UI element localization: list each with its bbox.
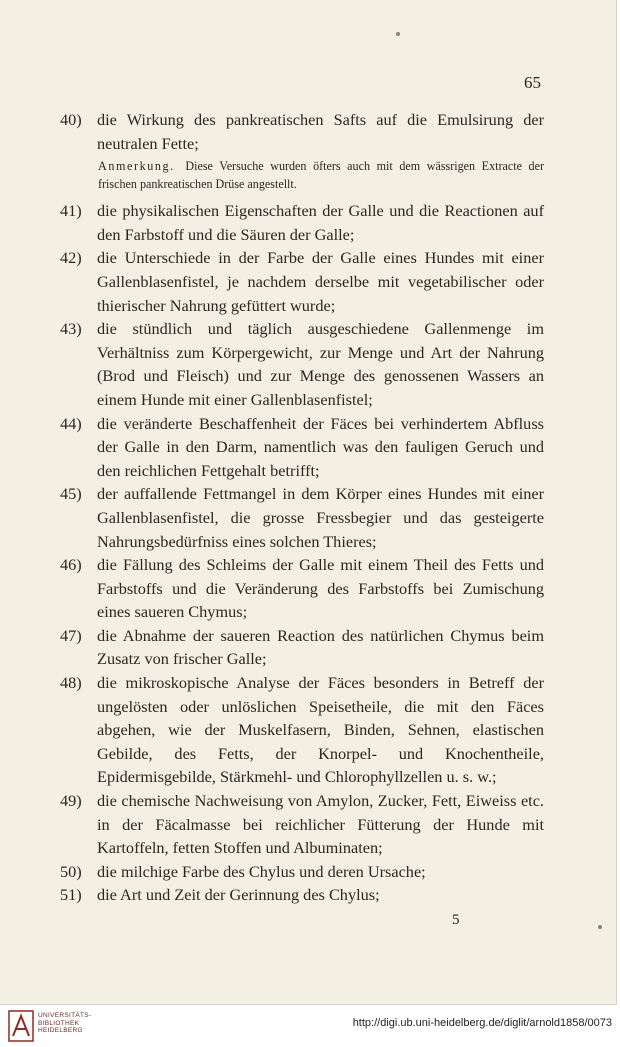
source-url-link[interactable]: http://digi.ub.uni-heidelberg.de/diglit/arnold1858/0073	[352, 1017, 612, 1029]
entry-number: 48)	[60, 673, 82, 693]
entry-text: der auffallende Fettmangel in dem Körper eines Hundes mit einer Gallenblasenfistel, die grosse Fressbegier und das gesteigerte Nahrungsbedürfniss eines solchen Thieres;	[97, 484, 544, 551]
paper-speck	[598, 925, 602, 929]
entry-text: die Unterschiede in der Farbe der Galle eines Hundes mit einer Gallenblasenfistel, je nachdem derselbe mit vegetabilischer oder thierischer Nahrung gefüttert wurde;	[97, 248, 544, 315]
entry-text: die Wirkung des pankreatischen Safts auf die Emulsirung der neutralen Fette;	[97, 110, 544, 153]
main-text	[60, 108, 544, 907]
note-label: Anmerkung.	[98, 159, 175, 174]
list-item	[60, 246, 544, 317]
paper-speck	[396, 32, 400, 36]
signature-mark: 5	[452, 912, 460, 928]
list-item	[60, 789, 544, 860]
entry-number: 47)	[60, 625, 82, 645]
page-number: 65	[524, 73, 541, 92]
entry-number: 43)	[60, 319, 82, 339]
library-name-line: UNIVERSITÄTS-	[38, 1012, 92, 1019]
list-item	[60, 317, 544, 411]
list-item	[60, 412, 544, 483]
library-name	[38, 1012, 91, 1035]
entry-number: 44)	[60, 413, 82, 433]
entry-number: 40)	[60, 110, 82, 129]
entry-number: 50)	[60, 861, 82, 881]
library-name-line: HEIDELBERG	[38, 1027, 83, 1034]
list-item	[60, 482, 544, 553]
entry-number: 51)	[60, 885, 82, 905]
entry-text: die Fällung des Schleims der Galle mit einem Theil des Fetts und Farbstoffs und die Veränderung des Farbstoffs bei Zumischung eines saueren Chymus;	[97, 555, 544, 622]
entry-text: die mikroskopische Analyse der Fäces besonders in Betreff der ungelösten oder unlöslichen Speisetheile, die mit den Fäces abgehen, wie der Muskelfasern, Binden, Sehnen, elastischen Gebilde, des Fetts, der Knorpel- und Knochentheile, Epidermisgebilde, Stärkmehl- und Chlorophyllzellen u. s. w.;	[97, 673, 544, 787]
entry-number: 45)	[60, 484, 82, 504]
footnote-annotation	[60, 157, 544, 193]
entry-text: die physikalischen Eigenschaften der Galle und die Reactionen auf den Farbstoff und die Säuren der Galle;	[97, 201, 544, 244]
library-name-line: BIBLIOTHEK	[38, 1019, 80, 1027]
footer-bar	[0, 1006, 620, 1047]
entry-number: 49)	[60, 791, 82, 811]
list-item	[60, 108, 544, 155]
entry-text: die stündlich und täglich ausgeschiedene Gallenmenge im Verhältniss zum Körpergewicht, zur Menge und Art der Nahrung (Brod und Fleisch) und zur Menge des genossenen Wassers an einem Hunde mit einer Gallenblasenfistel;	[97, 319, 544, 409]
entry-text: die Abnahme der saueren Reaction des natürlichen Chymus beim Zusatz von frischer Galle;	[97, 625, 544, 669]
list-item	[60, 671, 544, 789]
list-item	[60, 553, 544, 624]
note-text: Diese Versuche wurden öfters auch mit dem wässrigen Extracte der frischen pankreatischen Drüse angestellt.	[98, 159, 544, 192]
list-item	[60, 624, 544, 671]
entry-text: die Art und Zeit der Gerinnung des Chylus;	[97, 885, 380, 905]
library-logo-icon	[8, 1010, 34, 1042]
entry-number: 41)	[60, 201, 82, 221]
list-item	[60, 860, 544, 884]
list-item	[60, 199, 544, 246]
entry-number: 46)	[60, 555, 82, 575]
entry-text: die veränderte Beschaffenheit der Fäces bei verhindertem Abfluss der Galle in den Darm, namentlich was den fauligen Geruch und den reichlichen Fettgehalt betrifft;	[97, 413, 544, 480]
entry-text: die chemische Nachweisung von Amylon, Zucker, Fett, Eiweiss etc. in der Fäcalmasse bei reichlicher Fütterung der Hunde mit Kartoffeln, fetten Stoffen und Albuminaten;	[97, 791, 544, 858]
list-item	[60, 883, 544, 907]
entry-number: 42)	[60, 248, 82, 268]
entry-text: die milchige Farbe des Chylus und deren Ursache;	[97, 861, 426, 881]
